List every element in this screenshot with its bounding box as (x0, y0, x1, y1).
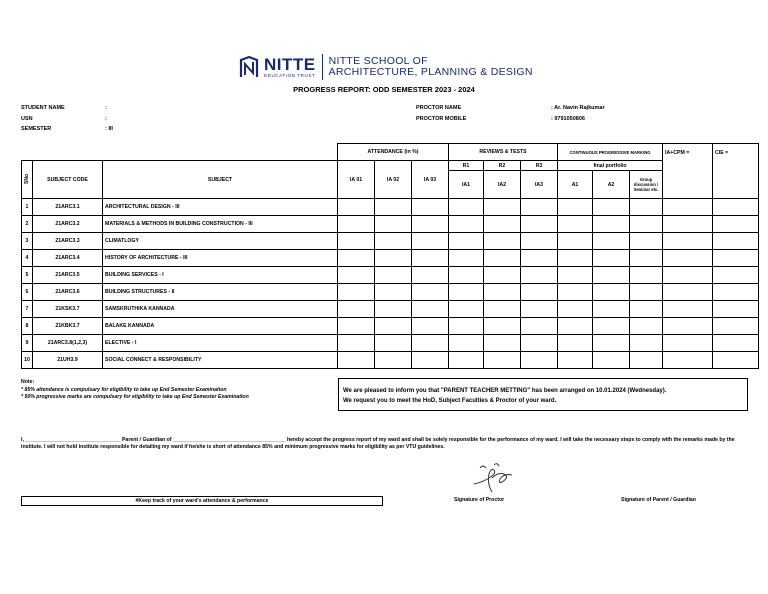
mark-cell[interactable] (484, 301, 521, 318)
row-subject: ARCHITECTURAL DESIGN - III (103, 199, 338, 216)
ia03-header: IA 03 (412, 161, 449, 199)
ptm-message-line-1: We are pleased to inform you that "PARENT TEACHER METTING" has been arranged on 10.01.2024 (Wednesday). (343, 388, 667, 394)
table-row (22, 301, 759, 318)
row-subject: CLIMATLOGY (103, 233, 338, 250)
note-attendance: * 85% attendance is compulsary for eligibility to take up End Semester Examination (21, 386, 227, 393)
ia3-header: IA3 (521, 171, 558, 199)
mark-cell[interactable] (338, 318, 375, 335)
mark-cell[interactable] (663, 267, 713, 284)
mark-cell[interactable] (484, 318, 521, 335)
ia2-header: IA2 (484, 171, 521, 199)
proctor-mobile-label: PROCTOR MOBILE (416, 116, 467, 122)
mark-cell[interactable] (663, 318, 713, 335)
ptm-message-line-2: We request you to meet the HoD, Subject Faculties & Proctor of your ward. (343, 398, 557, 404)
mark-cell[interactable] (412, 284, 449, 301)
mark-cell[interactable] (449, 233, 484, 250)
mark-cell[interactable] (484, 233, 521, 250)
ia1-header: IA1 (449, 171, 484, 199)
mark-cell[interactable] (630, 335, 663, 352)
row-subject-code: 21ARC3.4 (33, 250, 103, 267)
mark-cell[interactable] (663, 233, 713, 250)
mark-cell[interactable] (663, 250, 713, 267)
mark-cell[interactable] (375, 318, 412, 335)
table-spacer (22, 144, 338, 161)
note-progressive-marks: * 50% progressive marks are compulsary for eligibility to take up End Semester Examination (21, 394, 249, 400)
sno-header-label: SNo (24, 173, 30, 184)
mark-cell[interactable] (558, 335, 593, 352)
mark-cell[interactable] (521, 199, 558, 216)
r1-header: R1 (449, 161, 484, 171)
mark-cell[interactable] (375, 335, 412, 352)
school-line-2: ARCHITECTURE, PLANNING & DESIGN (328, 66, 533, 78)
mark-cell[interactable] (412, 199, 449, 216)
mark-cell[interactable] (630, 216, 663, 233)
mark-cell[interactable] (713, 301, 759, 318)
mark-cell[interactable] (338, 216, 375, 233)
progress-table (21, 143, 759, 369)
mark-cell[interactable] (338, 301, 375, 318)
mark-cell[interactable] (521, 352, 558, 369)
r2-header: R2 (484, 161, 521, 171)
mark-cell[interactable] (521, 318, 558, 335)
ia01-header: IA 01 (338, 161, 375, 199)
sno-header (22, 161, 33, 199)
report-title: PROGRESS REPORT: ODD SEMESTER 2023 - 2024 (293, 85, 475, 94)
mark-cell[interactable] (593, 318, 630, 335)
mark-cell[interactable] (558, 301, 593, 318)
attendance-header: ATTENDANCE (in %) (338, 144, 449, 161)
mark-cell[interactable] (338, 267, 375, 284)
mark-cell[interactable] (558, 284, 593, 301)
mark-cell[interactable] (449, 318, 484, 335)
row-sno: 10 (22, 352, 33, 369)
row-subject-code: 21KBK3.7 (33, 318, 103, 335)
mark-cell[interactable] (484, 267, 521, 284)
table-row (22, 233, 759, 250)
mark-cell[interactable] (449, 335, 484, 352)
logo-tagline: EDUCATION TRUST (264, 72, 316, 78)
mark-cell[interactable] (449, 250, 484, 267)
mark-cell[interactable] (593, 199, 630, 216)
row-subject: BUILDING STRUCTURES - II (103, 284, 338, 301)
school-name (329, 56, 533, 78)
mark-cell[interactable] (558, 267, 593, 284)
mark-cell[interactable] (713, 250, 759, 267)
mark-cell[interactable] (449, 199, 484, 216)
mark-cell[interactable] (558, 233, 593, 250)
proctor-signature (470, 462, 518, 494)
ia02-header: IA 02 (375, 161, 412, 199)
keep-track-banner: #Keep track of your ward's attendance & performance (21, 496, 383, 506)
mark-cell[interactable] (630, 233, 663, 250)
mark-cell[interactable] (593, 284, 630, 301)
row-subject: BALAKE KANNADA (103, 318, 338, 335)
guardian-declaration: I, _________________________________ Parent / Guardian of _______________________________________ hereby accept the progress report of my ward and shall be solely responsible for the performance of my ward. I will take the necessary steps to comply with the remarks made by the institute. I will not hold institute responsible for detailing my ward if he/she is short of attendance 85% and minimum progressive marks for eligibility as per VTU guidelines. (21, 437, 735, 450)
notes-heading: Note: (21, 379, 35, 385)
row-subject-code: 21KSK3.7 (33, 301, 103, 318)
mark-cell[interactable] (449, 267, 484, 284)
mark-cell[interactable] (375, 250, 412, 267)
ptm-message-box (338, 378, 748, 411)
table-row (22, 199, 759, 216)
mark-cell[interactable] (713, 318, 759, 335)
row-sno: 7 (22, 301, 33, 318)
mark-cell[interactable] (412, 318, 449, 335)
mark-cell[interactable] (412, 250, 449, 267)
mark-cell[interactable] (375, 352, 412, 369)
mark-cell[interactable] (375, 301, 412, 318)
mark-cell[interactable] (338, 233, 375, 250)
mark-cell[interactable] (412, 335, 449, 352)
mark-cell[interactable] (521, 284, 558, 301)
table-row (22, 318, 759, 335)
mark-cell[interactable] (484, 335, 521, 352)
mark-cell[interactable] (630, 352, 663, 369)
mark-cell[interactable] (630, 250, 663, 267)
mark-cell[interactable] (663, 301, 713, 318)
mark-cell[interactable] (521, 301, 558, 318)
mark-cell[interactable] (593, 335, 630, 352)
row-subject: SOCIAL CONNECT & RESPONSIBILITY (103, 352, 338, 369)
proctor-signature-label: Signature of Proctor (454, 497, 505, 503)
row-sno: 3 (22, 233, 33, 250)
mark-cell[interactable] (375, 233, 412, 250)
table-row (22, 216, 759, 233)
row-sno: 4 (22, 250, 33, 267)
mark-cell[interactable] (338, 199, 375, 216)
group-discussion-header: Group discussion / Seminar etc. (630, 171, 663, 199)
row-subject-code: 21ARC3.3 (33, 233, 103, 250)
row-subject-code: 21ARC3.8(1,2,3) (33, 335, 103, 352)
mark-cell[interactable] (558, 199, 593, 216)
row-sno: 2 (22, 216, 33, 233)
mark-cell[interactable] (412, 301, 449, 318)
mark-cell[interactable] (663, 216, 713, 233)
mark-cell[interactable] (338, 284, 375, 301)
mark-cell[interactable] (713, 352, 759, 369)
row-sno: 5 (22, 267, 33, 284)
row-sno: 1 (22, 199, 33, 216)
mark-cell[interactable] (593, 267, 630, 284)
nitte-logo-icon (238, 55, 260, 79)
cpm-header: CONTINUOUS PROGRESSIVE MARKING (558, 144, 663, 161)
mark-cell[interactable] (630, 267, 663, 284)
row-subject: SAMSKRUTHIKA KANNADA (103, 301, 338, 318)
mark-cell[interactable] (630, 301, 663, 318)
notes-block (21, 379, 249, 402)
mark-cell[interactable] (449, 352, 484, 369)
student-name-label: STUDENT NAME (21, 105, 65, 111)
mark-cell[interactable] (338, 352, 375, 369)
mark-cell[interactable] (412, 267, 449, 284)
mark-cell[interactable] (375, 199, 412, 216)
mark-cell[interactable] (521, 335, 558, 352)
mark-cell[interactable] (449, 216, 484, 233)
mark-cell[interactable] (449, 284, 484, 301)
proctor-name-value: : Ar. Navin Rajkumar (551, 105, 605, 111)
table-row (22, 352, 759, 369)
proctor-mobile-value: : 9791050806 (551, 116, 585, 122)
row-subject: BUILDING SERVICES - I (103, 267, 338, 284)
logo-word: NITTE (264, 54, 316, 74)
table-row (22, 250, 759, 267)
mark-cell[interactable] (713, 233, 759, 250)
mark-cell[interactable] (375, 216, 412, 233)
row-subject-code: 21UH3.9 (33, 352, 103, 369)
subject-header: SUBJECT (103, 161, 338, 199)
mark-cell[interactable] (484, 216, 521, 233)
logo-divider (322, 54, 323, 80)
mark-cell[interactable] (338, 250, 375, 267)
mark-cell[interactable] (412, 233, 449, 250)
reviews-tests-header: REVIEWS & TESTS (449, 144, 558, 161)
mark-cell[interactable] (558, 318, 593, 335)
mark-cell[interactable] (558, 352, 593, 369)
row-subject-code: 21ARC3.5 (33, 267, 103, 284)
mark-cell[interactable] (663, 199, 713, 216)
subject-rows (22, 199, 759, 369)
table-row (22, 267, 759, 284)
mark-cell[interactable] (593, 250, 630, 267)
mark-cell[interactable] (593, 301, 630, 318)
cie-header: CIE = (713, 144, 759, 199)
r3-header: R3 (521, 161, 558, 171)
final-portfolio-header: final portfolio (558, 161, 663, 171)
row-sno: 6 (22, 284, 33, 301)
row-subject: MATERIALS & METHODS IN BUILDING CONSTRUCTION - III (103, 216, 338, 233)
mark-cell[interactable] (630, 318, 663, 335)
logo-wordmark (264, 56, 316, 79)
mark-cell[interactable] (412, 216, 449, 233)
row-subject-code: 21ARC3.2 (33, 216, 103, 233)
mark-cell[interactable] (593, 352, 630, 369)
semester-value: : III (105, 126, 113, 132)
ia-cpm-header: IA+CPM = (663, 144, 713, 199)
usn-label: USN (21, 116, 33, 122)
mark-cell[interactable] (713, 284, 759, 301)
mark-cell[interactable] (521, 267, 558, 284)
mark-cell[interactable] (484, 250, 521, 267)
usn-value: : (105, 116, 107, 122)
a1-header: A1 (558, 171, 593, 199)
mark-cell[interactable] (449, 301, 484, 318)
mark-cell[interactable] (663, 284, 713, 301)
mark-cell[interactable] (484, 199, 521, 216)
mark-cell[interactable] (484, 284, 521, 301)
parent-signature-label: Signature of Parent / Guardian (621, 497, 696, 503)
table-row (22, 335, 759, 352)
mark-cell[interactable] (663, 335, 713, 352)
proctor-name-label: PROCTOR NAME (416, 105, 462, 111)
row-sno: 8 (22, 318, 33, 335)
row-subject-code: 21ARC3.1 (33, 199, 103, 216)
mark-cell[interactable] (713, 199, 759, 216)
subject-code-header: SUBJECT CODE (33, 161, 103, 199)
a2-header: A2 (593, 171, 630, 199)
row-sno: 9 (22, 335, 33, 352)
mark-cell[interactable] (521, 233, 558, 250)
mark-cell[interactable] (484, 352, 521, 369)
mark-cell[interactable] (558, 250, 593, 267)
semester-label: SEMESTER (21, 126, 52, 132)
mark-cell[interactable] (412, 352, 449, 369)
mark-cell[interactable] (338, 335, 375, 352)
mark-cell[interactable] (663, 352, 713, 369)
mark-cell[interactable] (713, 216, 759, 233)
table-row (22, 284, 759, 301)
mark-cell[interactable] (593, 233, 630, 250)
student-name-value: : (105, 105, 107, 111)
mark-cell[interactable] (375, 267, 412, 284)
mark-cell[interactable] (375, 284, 412, 301)
mark-cell[interactable] (630, 199, 663, 216)
mark-cell[interactable] (521, 250, 558, 267)
mark-cell[interactable] (593, 216, 630, 233)
school-line-1: NITTE SCHOOL OF (328, 55, 428, 67)
row-subject: HISTORY OF ARCHITECTURE - III (103, 250, 338, 267)
mark-cell[interactable] (713, 267, 759, 284)
row-subject: ELECTIVE - I (103, 335, 338, 352)
institution-logo (238, 52, 533, 82)
row-subject-code: 21ARC3.6 (33, 284, 103, 301)
mark-cell[interactable] (558, 216, 593, 233)
mark-cell[interactable] (713, 335, 759, 352)
mark-cell[interactable] (521, 216, 558, 233)
mark-cell[interactable] (630, 284, 663, 301)
